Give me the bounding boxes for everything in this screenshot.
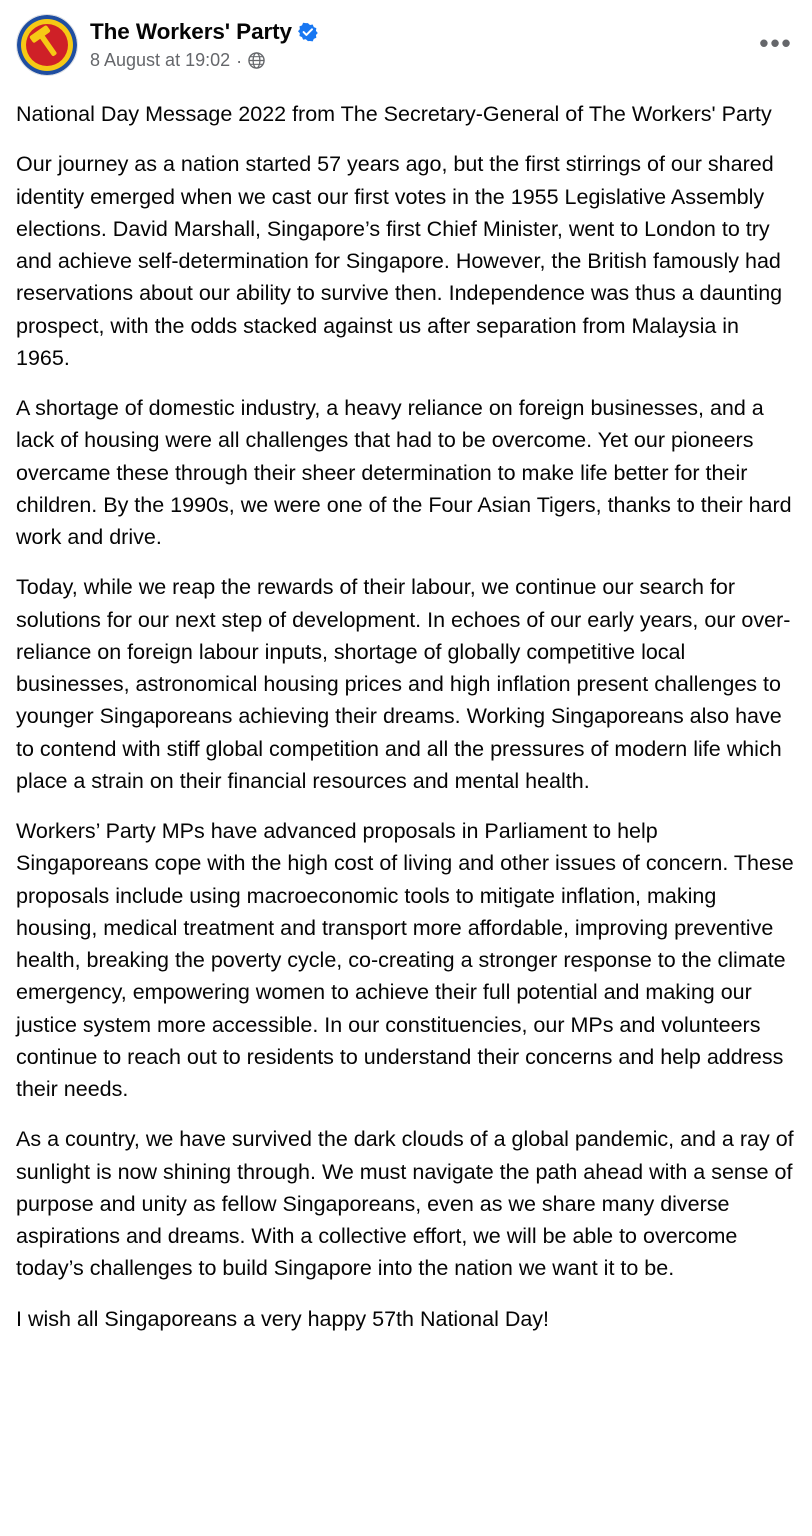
- post-timestamp[interactable]: 8 August at 19:02: [90, 50, 231, 70]
- post-title: National Day Message 2022 from The Secretary-General of The Workers' Party: [16, 102, 772, 126]
- post-paragraph: Our journey as a nation started 57 years ago, but the first stirrings of our shared identity emerged when we cast our first votes in the 1955 Legislative Assembly elections. David Marshall, Singapore’s first Chief Minister, went to London to try and achieve self-determination for Singapore. However, the British famously had reservations about our ability to survive then. Independence was thus a daunting prospect, with the odds stacked against us after separation from Malaysia in 1965.: [16, 152, 783, 370]
- post-header: [16, 14, 796, 82]
- post-paragraph: As a country, we have survived the dark clouds of a global pandemic, and a ray of sunlight is now shining through. We must navigate the path ahead with a sense of purpose and unity as fellow Singaporeans, even as we share many diverse aspirations and dreams. With a collective effort, we will be able to overcome today’s challenges to build Singapore into the nation we want it to be.: [16, 1127, 794, 1281]
- post-more-options-button[interactable]: •••: [759, 28, 793, 59]
- post-paragraph: Workers’ Party MPs have advanced proposals in Parliament to help Singaporeans cope with the high cost of living and other issues of concern. These proposals include using macroeconomic tools to mitigate inflation, making housing, medical treatment and transport more affordable, improving preventive health, breaking the poverty cycle, co-creating a stronger response to the climate emergency, empowering women to achieve their full potential and making our justice system more accessible. In our constituencies, our MPs and volunteers continue to reach out to residents to understand their concerns and help address their needs.: [16, 819, 794, 1101]
- avatar[interactable]: [16, 14, 78, 76]
- post-content: [16, 98, 796, 1335]
- verified-badge-icon: [298, 22, 318, 42]
- post-author-block: [90, 14, 796, 71]
- author-name-row: [90, 18, 796, 45]
- workers-party-hammer-logo-icon: [17, 15, 77, 75]
- globe-public-icon[interactable]: [248, 52, 265, 69]
- page-name[interactable]: The Workers' Party: [90, 19, 292, 44]
- meta-separator: ·: [236, 50, 243, 71]
- post-paragraph: A shortage of domestic industry, a heavy reliance on foreign businesses, and a lack of housing were all challenges that had to be overcome. Yet our pioneers overcame these through their sheer determination to make life better for their children. By the 1990s, we were one of the Four Asian Tigers, thanks to their hard work and drive.: [16, 396, 792, 549]
- post-paragraph: I wish all Singaporeans a very happy 57th National Day!: [16, 1306, 550, 1331]
- post-paragraph: Today, while we reap the rewards of their labour, we continue our search for solutions for our next step of development. In echoes of our early years, our over-reliance on foreign labour inputs, shortage of globally competitive local businesses, astronomical housing prices and high inflation present challenges to younger Singaporeans achieving their dreams. Working Singaporeans also have to contend with stiff global competition and all the pressures of modern life which place a strain on their financial resources and mental health.: [16, 575, 791, 793]
- post-meta: [90, 50, 796, 71]
